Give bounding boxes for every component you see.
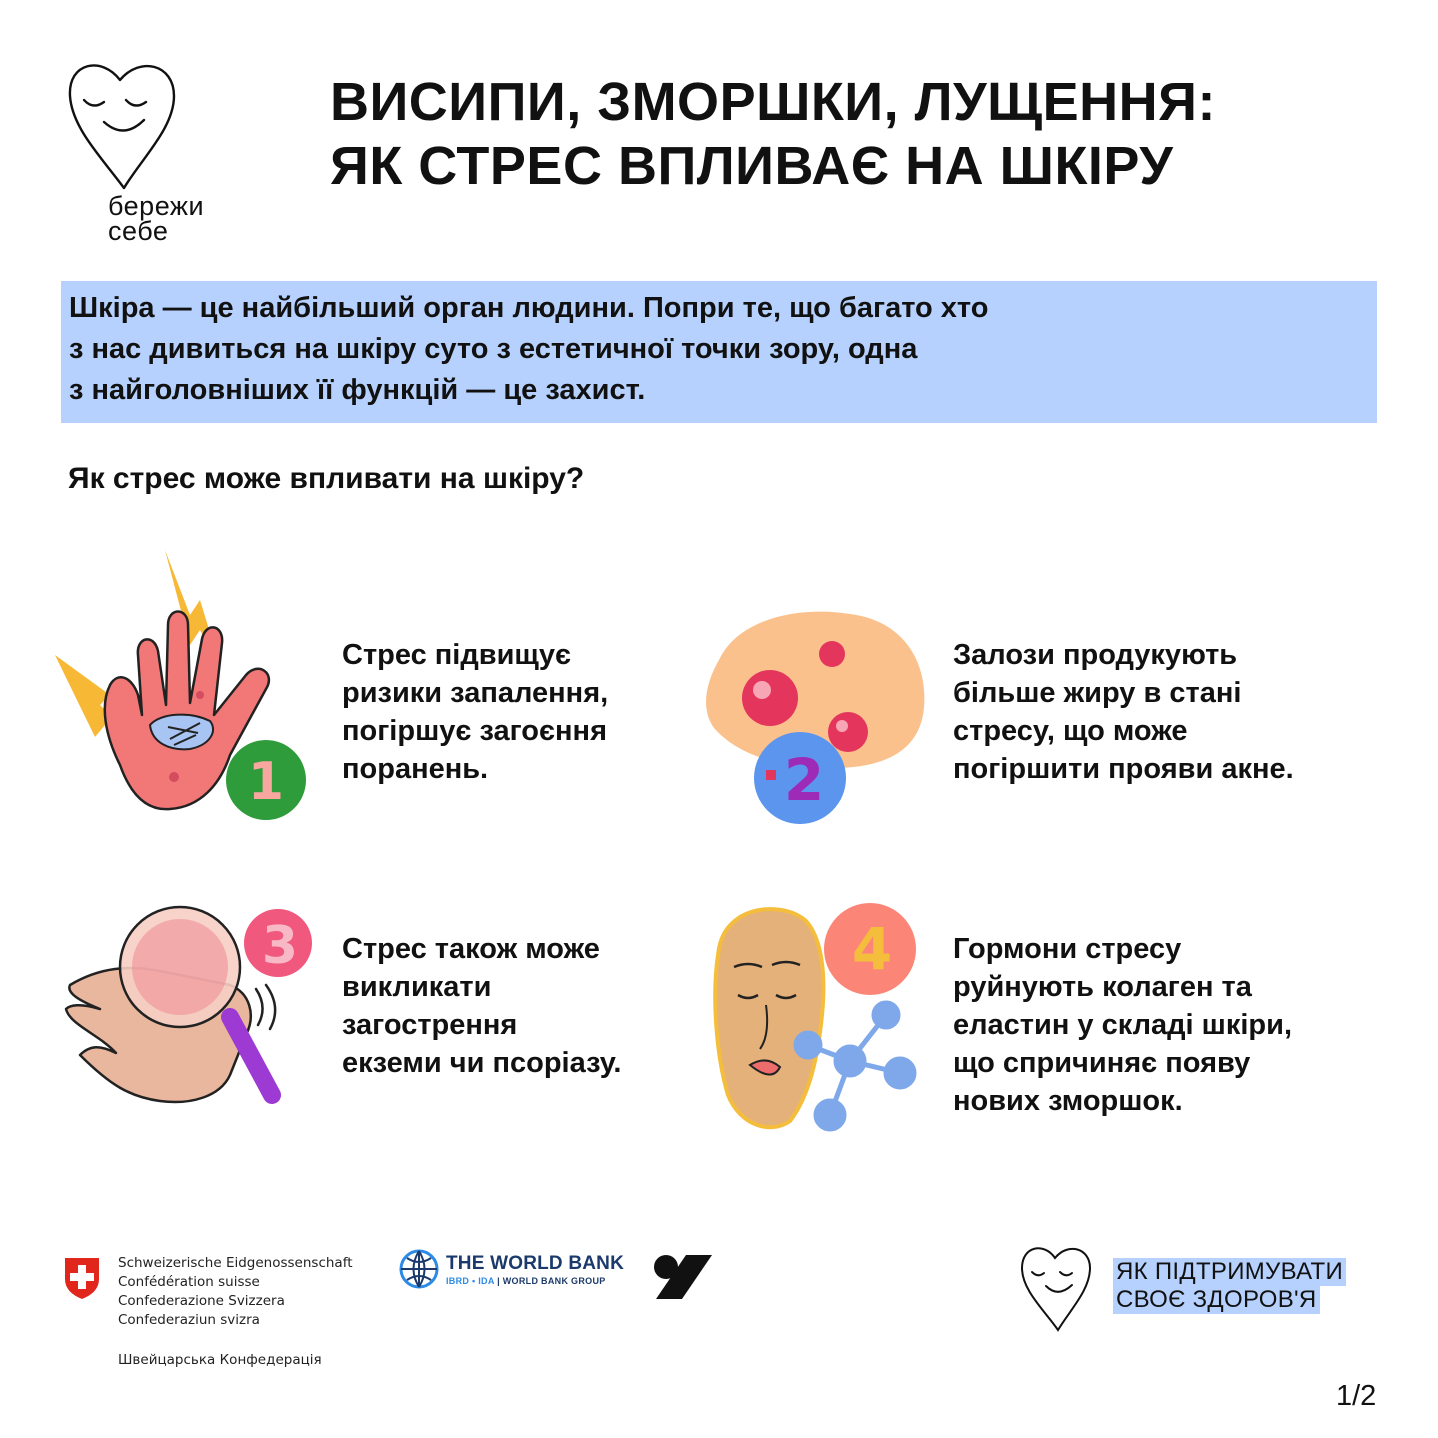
page-title: [330, 70, 1390, 198]
item-1-line-1: Стрес підвищує: [342, 639, 572, 671]
swiss-line-1: Schweizerische Eidgenossenschaft: [118, 1255, 353, 1271]
brand-line-1: бережи: [108, 191, 205, 221]
item-2-line-2: більше жиру в стані: [953, 677, 1242, 709]
badge-number-3: 3: [261, 916, 299, 976]
item-3-line-2: викликати: [342, 971, 492, 1003]
page-number: 1/2: [1336, 1380, 1377, 1412]
item-4-line-3: еластин у складі шкіри,: [953, 1009, 1293, 1041]
cta-line-2: СВОЄ ЗДОРОВ'Я: [1113, 1286, 1320, 1314]
item-4-line-1: Гормони стресу: [953, 933, 1182, 965]
item-2-text: [953, 636, 1294, 788]
swiss-line-4: Confederaziun svizra: [118, 1312, 260, 1328]
item-2-line-1: Залози продукують: [953, 639, 1238, 671]
acne-skin-icon: [700, 598, 940, 830]
world-bank-title: THE WORLD BANK: [446, 1253, 625, 1274]
brand-line-2: себе: [108, 216, 169, 246]
item-4-line-5: нових зморшок.: [953, 1085, 1183, 1117]
item-3-line-4: екземи чи псоріазу.: [342, 1047, 622, 1079]
partner-logo-icon: [652, 1253, 714, 1301]
title-line-1: ВИСИПИ, ЗМОРШКИ, ЛУЩЕННЯ:: [330, 72, 1216, 132]
heart-small-icon: [1018, 1244, 1094, 1334]
heart-logo-icon: [62, 58, 182, 193]
world-bank-subtitle: IBRD • IDA | WORLD BANK GROUP: [446, 1276, 606, 1286]
wrinkled-face-icon: [710, 895, 935, 1135]
item-3-line-1: Стрес також може: [342, 933, 600, 965]
swiss-confederation-text: [118, 1254, 353, 1330]
intro-line-2: з нас дивиться на шкіру суто з естетичної точки зору, одна: [69, 333, 918, 365]
swiss-shield-icon: [62, 1255, 102, 1301]
item-2-line-4: погіршити прояви акне.: [953, 753, 1294, 785]
health-support-link[interactable]: [1113, 1258, 1346, 1314]
section-heading: Як стрес може впливати на шкіру?: [68, 462, 585, 495]
item-4-line-2: руйнують колаген та: [953, 971, 1252, 1003]
intro-line-3: з найголовніших її функцій — це захист.: [69, 374, 646, 406]
magnifier-hand-icon: [60, 905, 325, 1115]
intro-box: [61, 281, 1377, 423]
item-3-text: [342, 930, 621, 1082]
item-4-text: [953, 930, 1292, 1120]
swiss-line-2: Confédération suisse: [118, 1274, 260, 1290]
item-3-line-3: загострення: [342, 1009, 518, 1041]
item-1-line-4: поранень.: [342, 753, 489, 785]
badge-number-2: 2: [783, 746, 825, 814]
world-bank-globe-icon: [398, 1248, 440, 1290]
item-1-text: [342, 636, 608, 788]
swiss-ua-text: Швейцарська Конфедерація: [118, 1352, 322, 1368]
title-line-2: ЯК СТРЕС ВПЛИВАЄ НА ШКІРУ: [330, 136, 1174, 196]
world-bank-ibrd: IBRD • IDA: [446, 1276, 495, 1286]
intro-line-1: Шкіра — це найбільший орган людини. Попри те, що багато хто: [69, 292, 989, 324]
world-bank-group: WORLD BANK GROUP: [502, 1276, 606, 1286]
badge-number-4: 4: [851, 915, 893, 983]
brand-wordmark: [108, 191, 205, 246]
item-1-line-2: ризики запалення,: [342, 677, 609, 709]
cta-line-1: ЯК ПІДТРИМУВАТИ: [1113, 1258, 1346, 1286]
item-4-line-4: що спричиняє появу: [953, 1047, 1251, 1079]
item-1-line-3: погіршує загоєння: [342, 715, 607, 747]
swiss-line-3: Confederazione Svizzera: [118, 1293, 285, 1309]
item-2-line-3: стресу, що може: [953, 715, 1188, 747]
badge-number-1: 1: [247, 752, 285, 812]
inflamed-hand-icon: [50, 545, 320, 830]
